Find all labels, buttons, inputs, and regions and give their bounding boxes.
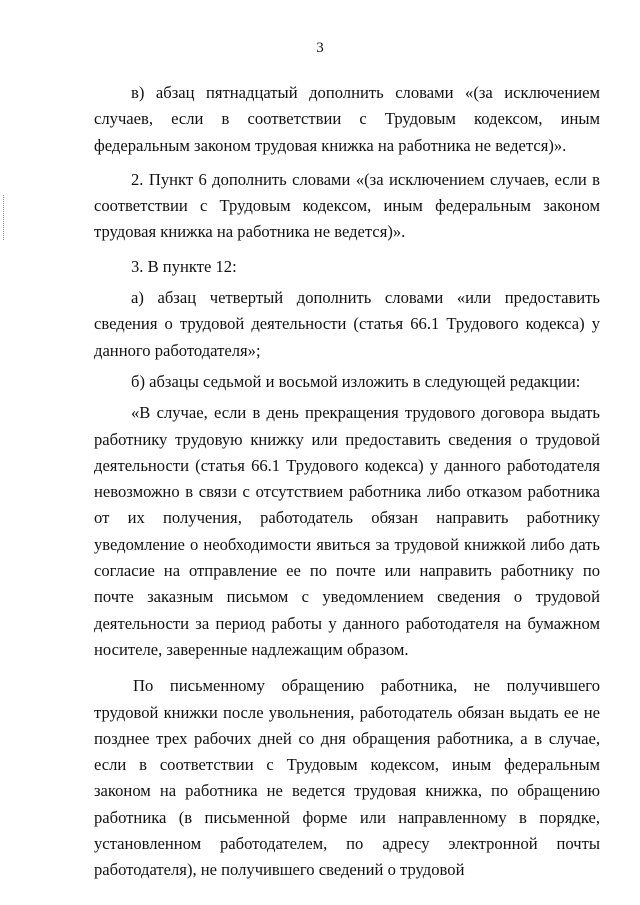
scan-edge-mark: [3, 195, 6, 240]
document-body: [94, 80, 600, 884]
paragraph-item-v: в) абзац пятнадцатый дополнить словами «(за исключением случаев, если в соответствии с Трудовым кодексом, иным федеральным законом трудовая книжка на работника не ведется)».: [94, 83, 600, 155]
page-number: 3: [316, 40, 324, 56]
paragraph-item-b: б) абзацы седьмой и восьмой изложить в следующей редакции:: [131, 371, 581, 391]
paragraph-quote-1: «В случае, если в день прекращения трудового договора выдать работнику трудовую книжку или предоставить сведения о трудовой деятельности (статья 66.1 Трудового кодекса) у данного работодателя невозможно в связи с отсутствием работника либо отказом работника от их получения, работодатель обязан направить работнику уведомление о необходимости явиться за трудовой книжкой либо дать согласие на отправление ее по почте или направить работнику по почте заказным письмом с уведомлением сведения о трудовой деятельности за период работы у данного работодателя на бумажном носителе, заверенные надлежащим образом.: [94, 403, 600, 659]
paragraph-point-2: 2. Пункт 6 дополнить словами «(за исключением случаев, если в соответствии с Трудовым кодексом, иным федеральным законом трудовая книжка на работника не ведется)».: [94, 169, 600, 242]
paragraph-quote-2: По письменному обращению работника, не получившего трудовой книжки после увольнения, работодатель обязан выдать ее не позднее трех рабочих дней со дня обращения работника, а в случае, если в соответствии с Трудовым кодексом, иным федеральным законом на работника не ведется трудовая книжка, по обращению работника (в письменной форме или направленному в порядке, установленном работодателем, по адресу электронной почты работодателя), не получившего сведений о трудовой: [94, 676, 600, 880]
paragraph-point-3: 3. В пункте 12:: [131, 256, 237, 276]
paragraph-item-a: а) абзац четвертый дополнить словами «или предоставить сведения о трудовой деятельности (статья 66.1 Трудового кодекса) у данного работодателя»;: [94, 288, 600, 360]
